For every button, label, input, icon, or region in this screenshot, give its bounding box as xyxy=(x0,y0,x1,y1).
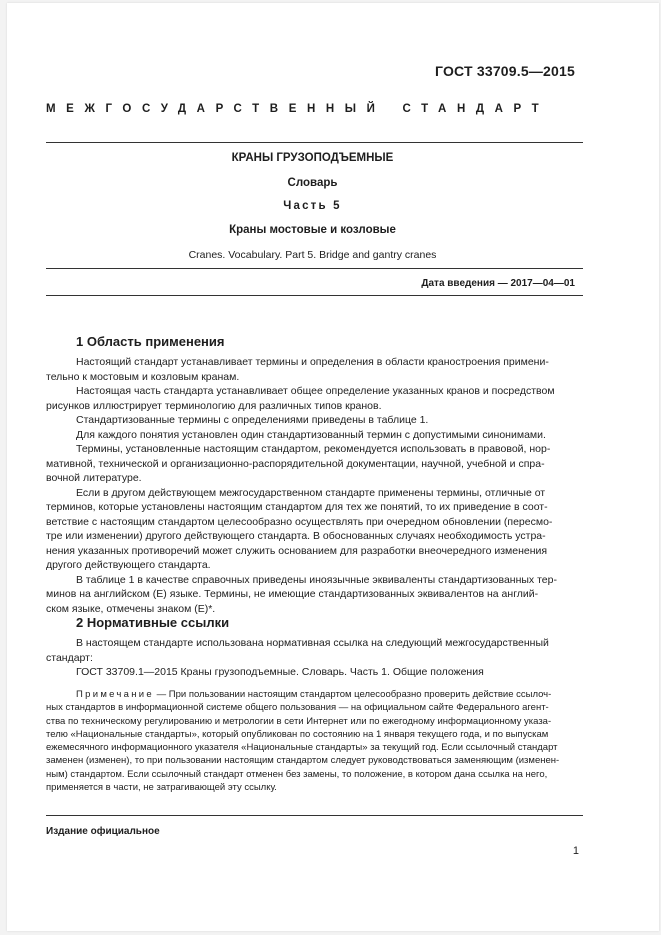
section-references-body xyxy=(46,636,583,680)
section-heading-scope: 1 Область применения xyxy=(76,334,225,349)
text-line: нения указанных противоречий может служить основанием для разработки внеочередного изменения xyxy=(46,544,548,557)
text-line: Настоящий стандарт устанавливает термины и определения в области краностроения примени- xyxy=(76,356,549,368)
standard-type-heading xyxy=(46,103,549,115)
text-line: вочной литературе. xyxy=(46,472,142,484)
document-page xyxy=(7,3,659,931)
note-line: ных стандартов в информационной системе общего пользования — на официальном сайте Федерального агент- xyxy=(46,702,549,714)
text-line: минов на английском (Е) языке. Термины, не имеющие стандартизованных эквивалентов на англий- xyxy=(46,588,539,600)
text-line: ветствие с настоящим стандартом целесообразно осуществлять при очередном обновлении (пересмо- xyxy=(46,515,553,528)
english-title: Cranes. Vocabulary. Part 5. Bridge and gantry cranes xyxy=(188,249,437,261)
section-heading-normative-references: 2 Нормативные ссылки xyxy=(76,615,230,630)
gost-number: ГОСТ 33709.5—2015 xyxy=(435,63,575,79)
part-title: Краны мостовые и козловые xyxy=(229,224,396,236)
text-line: В таблице 1 в качестве справочных приведены иноязычные эквиваленты стандартизованных тер- xyxy=(76,573,557,586)
section-scope-body xyxy=(46,355,583,616)
note-line: применяется в части, не затрагивающей эту ссылку. xyxy=(46,782,277,794)
document-subtitle: Словарь xyxy=(287,177,338,189)
text-line: ском языке, отмечены знаком (Е)*. xyxy=(46,602,216,615)
divider xyxy=(46,268,583,269)
footer-divider xyxy=(46,815,583,816)
note-line: заменен (изменен), то при пользовании настоящим стандартом следует руководствоваться заменяющим (изменен- xyxy=(46,755,560,767)
text-line: Настоящая часть стандарта устанавливает общее определение указанных кранов и посредством xyxy=(76,385,555,397)
page-number: 1 xyxy=(572,845,579,857)
text-line: тре или изменении) другого действующего стандарта. В обоснованных случаях необходимость устра- xyxy=(46,530,546,542)
text-line: терминов, которые установлены настоящим стандартом для тех же понятий, то их приведение в соот- xyxy=(46,501,548,513)
text-line: Если в другом действующем межгосударственном стандарте применены термины, отличные от xyxy=(76,486,546,499)
note-line: телю «Национальные стандарты», который опубликован по состоянию на 1 января текущего года, и по выпускам xyxy=(46,728,549,740)
note-line: ным) стандартом. Если ссылочный стандарт отменен без замены, то положение, в котором дана ссылка на него, xyxy=(46,768,548,780)
note-first-line xyxy=(46,688,583,701)
text-line: мативной, технической и организационно-распорядительной документации, научной, учебной и спра- xyxy=(46,457,545,470)
text-line: В настоящем стандарте использована нормативная ссылка на следующий межгосударственный xyxy=(76,637,549,649)
note-block xyxy=(46,688,583,794)
text-line: Термины, установленные настоящим стандартом, рекомендуется использовать в правовой, нор- xyxy=(76,443,551,455)
note-line: ежемесячного информационного указателя «Национальные стандарты» за текущий год. Если ссылочный стандарт xyxy=(46,742,558,754)
official-edition-label: Издание официальное xyxy=(46,826,160,837)
divider xyxy=(46,142,583,143)
note-line: ства по техническому регулированию и метрологии в сети Интернет или по ежегодному информационному указа- xyxy=(46,715,552,727)
text-line: другого действующего стандарта. xyxy=(46,559,211,571)
text-line: тельно к мостовым и козловым кранам. xyxy=(46,370,240,383)
note-label: Примечание xyxy=(76,689,154,700)
reference-item: ГОСТ 33709.1—2015 Краны грузоподъемные. Словарь. Часть 1. Общие положения xyxy=(76,666,484,678)
document-title: КРАНЫ ГРУЗОПОДЪЕМНЫЕ xyxy=(231,152,394,164)
part-number: Часть 5 xyxy=(283,200,342,212)
standard-type-word1: МЕЖГОСУДАРСТВЕННЫЙ xyxy=(46,103,386,115)
text-line: Стандартизованные термины с определениями приведены в таблице 1. xyxy=(76,414,429,426)
text-line: рисунков иллюстрирует терминологию для различных типов кранов. xyxy=(46,399,382,412)
standard-type-word2: СТАНДАРТ xyxy=(402,103,550,115)
text-line: стандарт: xyxy=(46,651,93,664)
text-line: Для каждого понятия установлен один стандартизованный термин с допустимыми синонимами. xyxy=(76,428,546,441)
divider xyxy=(46,295,583,296)
note-text: — При пользовании настоящим стандартом целесообразно проверить действие ссылоч- xyxy=(154,689,552,700)
introduction-date: Дата введения — 2017—04—01 xyxy=(421,278,575,289)
